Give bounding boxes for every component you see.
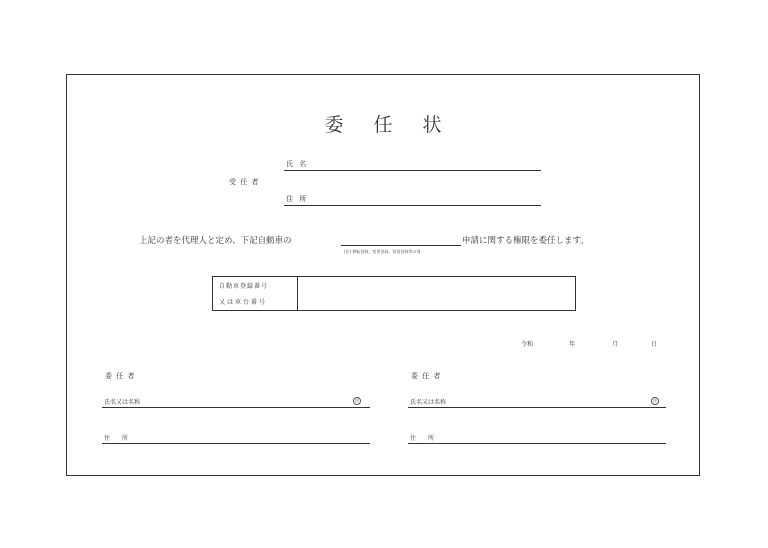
delegate-label: 受 任 者 <box>229 178 260 186</box>
statement-before: 上記の者を代理人と定め、下記自動車の <box>139 236 292 246</box>
seal-icon-right: ㊞ <box>653 398 657 403</box>
vehicle-box-divider <box>297 277 298 310</box>
principal-name-label-left: 氏名又は名称 <box>104 399 141 406</box>
principal-address-line-left[interactable] <box>102 443 370 444</box>
application-type-line[interactable] <box>341 245 461 246</box>
statement-note: (注) 移転登録、変更登録、抹消登録等の別 <box>344 249 421 254</box>
vehicle-box-label-line1: 自動車登録番号 <box>219 283 269 290</box>
principal-name-label-right: 氏名又は名称 <box>410 399 447 406</box>
principal-address-label-right: 住 所 <box>410 435 435 442</box>
date-day: 日 <box>651 341 658 348</box>
principal-label-left: 委 任 者 <box>105 372 136 380</box>
delegate-address-line[interactable] <box>284 205 541 206</box>
statement-after: 申請に関する権限を委任します。 <box>462 236 589 246</box>
principal-name-line-right[interactable] <box>408 407 666 408</box>
date-month: 月 <box>612 341 619 348</box>
vehicle-box-label-line2: 又は車台番号 <box>219 299 268 306</box>
principal-label-right: 委 任 者 <box>411 372 442 380</box>
delegate-name-label: 氏 名 <box>286 160 309 168</box>
principal-address-label-left: 住 所 <box>104 435 129 442</box>
date-year: 年 <box>569 341 576 348</box>
vehicle-number-box <box>212 276 576 311</box>
document-title: 委任状 <box>324 114 472 136</box>
delegate-name-line[interactable] <box>284 170 541 171</box>
delegate-address-label: 住 所 <box>286 195 309 203</box>
date-era: 令和 <box>521 341 534 348</box>
principal-name-line-left[interactable] <box>102 407 370 408</box>
seal-icon-left: ㊞ <box>355 398 359 403</box>
principal-address-line-right[interactable] <box>408 443 666 444</box>
